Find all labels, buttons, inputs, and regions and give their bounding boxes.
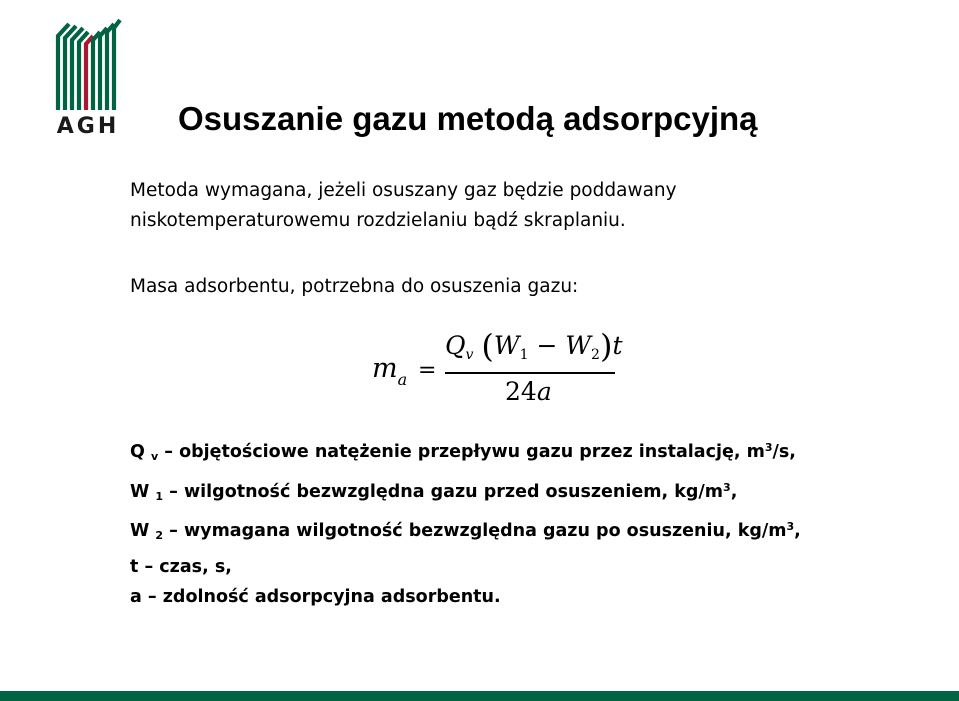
definition-a: [130, 582, 801, 613]
definition-t: [130, 552, 801, 583]
formula-w2-sub: 2: [591, 347, 600, 363]
formula-denominator: [505, 377, 552, 406]
formula-den-coef: 24: [505, 377, 537, 406]
definition-w1: [130, 473, 801, 513]
definition-superscript: 3: [723, 480, 731, 494]
definition-subscript: v: [150, 450, 159, 463]
definition-text: – wilgotność bezwzględna gazu przed osuszeniem, kg/m: [163, 481, 724, 502]
footer-bar: [0, 691, 959, 701]
definition-superscript: 3: [764, 441, 773, 454]
definition-superscript: 3: [786, 520, 795, 533]
definition-text: – objętościowe natężenie przepływu gazu przez instalację, m: [158, 442, 765, 462]
intro-line-2: niskotemperaturowemu rozdzielaniu bądź skraplaniu.: [130, 210, 626, 231]
agh-logo: [53, 14, 123, 139]
definition-tail: ,: [730, 481, 738, 502]
definition-tail: /s,: [772, 442, 796, 462]
agh-logo-text: AGH: [56, 114, 120, 139]
mass-paragraph: Masa adsorbentu, potrzebna do osuszenia gazu:: [130, 276, 579, 297]
formula-open-paren: (: [481, 327, 494, 365]
formula-w2: W: [565, 331, 592, 360]
intro-paragraph: [130, 176, 677, 236]
formula-w1-sub: 1: [519, 347, 529, 363]
definition-qv: [130, 433, 801, 473]
definition-symbol: Q: [130, 442, 145, 462]
formula-close-paren: ): [599, 327, 613, 365]
formula-q-sub: v: [465, 347, 474, 363]
definition-symbol: a: [130, 587, 142, 607]
formula-numerator: [445, 327, 623, 365]
agh-logo-icon: [53, 14, 123, 112]
definition-w2: [130, 512, 801, 552]
formula-minus: −: [536, 331, 558, 360]
definition-subscript: 2: [155, 529, 164, 542]
definition-symbol: W: [130, 481, 150, 502]
formula-lhs-sub: a: [397, 370, 408, 389]
definition-tail: ,: [794, 521, 801, 541]
formula-lhs: [372, 353, 408, 389]
formula-q: Q: [445, 331, 466, 360]
slide-title: Osuszanie gazu metodą adsorpcyjną: [178, 100, 758, 137]
definitions-list: [130, 433, 801, 613]
definition-text: – wymagana wilgotność bezwzględna gazu po osuszeniu, kg/m: [163, 521, 787, 541]
definition-symbol: t: [130, 556, 139, 577]
definition-subscript: 1: [155, 489, 164, 503]
formula-t: t: [612, 331, 623, 360]
intro-line-1: Metoda wymagana, jeżeli osuszany gaz będzie poddawany: [130, 180, 677, 201]
adsorbent-mass-formula: [360, 325, 640, 415]
definition-symbol: W: [130, 521, 150, 541]
formula-equals: =: [418, 358, 437, 383]
definition-text: – czas, s,: [138, 556, 232, 577]
formula-den-var: a: [536, 377, 552, 406]
definition-text: – zdolność adsorpcyjna adsorbentu.: [141, 587, 501, 607]
formula-lhs-var: m: [372, 353, 398, 384]
formula-w1: W: [493, 331, 520, 360]
fraction-bar: [445, 372, 615, 374]
